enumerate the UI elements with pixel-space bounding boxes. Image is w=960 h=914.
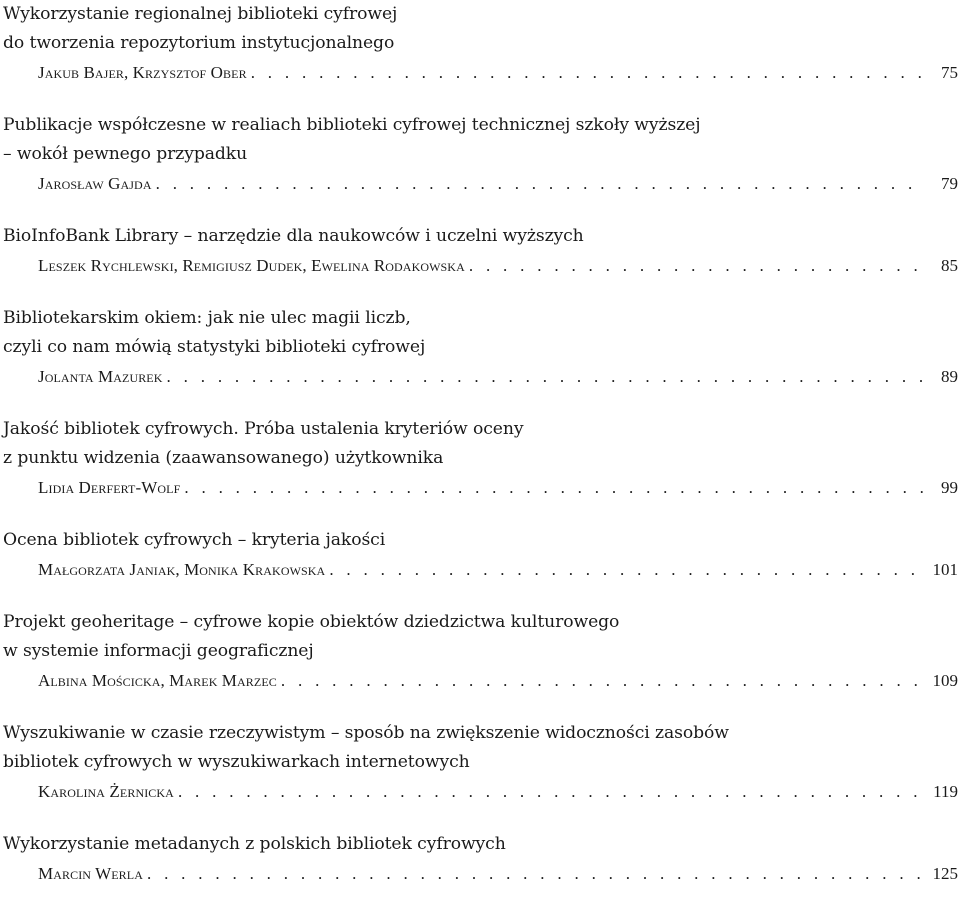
entry-authors: Albina Mościcka, Marek Marzec xyxy=(38,671,277,690)
dot-leader xyxy=(156,169,926,198)
entry-title-line: BioInfoBank Library – narzędzie dla naukowców i uczelni wyższych xyxy=(3,226,584,246)
entry-author-row xyxy=(3,473,958,502)
toc-entry xyxy=(3,830,958,888)
entry-title-line: bibliotek cyfrowych w wyszukiwarkach internetowych xyxy=(3,752,470,772)
entry-title-line: Wyszukiwanie w czasie rzeczywistym – sposób na zwiększenie widoczności zasobów xyxy=(3,723,729,743)
entry-title-line: do tworzenia repozytorium instytucjonalnego xyxy=(3,33,395,53)
toc-entry xyxy=(3,304,958,391)
dot-leader xyxy=(178,777,926,806)
table-of-contents xyxy=(3,0,958,912)
entry-page-number: 109 xyxy=(932,671,958,690)
entry-author-row xyxy=(3,666,958,695)
entry-page-number: 125 xyxy=(932,864,958,883)
entry-title-line: – wokół pewnego przypadku xyxy=(3,144,248,164)
entry-title-line: Ocena bibliotek cyfrowych – kryteria jakości xyxy=(3,530,386,550)
entry-title-line: Jakość bibliotek cyfrowych. Próba ustalenia kryteriów oceny xyxy=(3,419,524,439)
entry-page-number: 99 xyxy=(941,478,958,497)
entry-page-number: 85 xyxy=(941,256,958,275)
entry-author-row xyxy=(3,169,958,198)
entry-title-line: Wykorzystanie metadanych z polskich bibliotek cyfrowych xyxy=(3,834,506,854)
entry-authors: Jarosław Gajda xyxy=(38,174,152,193)
entry-authors: Jolanta Mazurek xyxy=(38,367,163,386)
entry-title-line: czyli co nam mówią statystyki biblioteki cyfrowej xyxy=(3,337,426,357)
entry-authors: Leszek Rychlewski, Remigiusz Dudek, Ewelina Rodakowska xyxy=(38,256,465,275)
entry-title-line: z punktu widzenia (zaawansowanego) użytkownika xyxy=(3,448,444,468)
entry-title-line: Bibliotekarskim okiem: jak nie ulec magii liczb, xyxy=(3,308,411,328)
entry-page-number: 101 xyxy=(932,560,958,579)
entry-title-line: Projekt geoheritage – cyfrowe kopie obiektów dziedzictwa kulturowego xyxy=(3,612,620,632)
entry-page-number: 75 xyxy=(941,63,958,82)
entry-author-row xyxy=(3,777,958,806)
toc-entry xyxy=(3,111,958,198)
dot-leader xyxy=(184,473,926,502)
entry-title-line: w systemie informacji geograficznej xyxy=(3,641,314,661)
entry-author-row xyxy=(3,555,958,584)
dot-leader xyxy=(469,251,926,280)
dot-leader xyxy=(251,58,926,87)
entry-author-row xyxy=(3,859,958,888)
entry-authors: Małgorzata Janiak, Monika Krakowska xyxy=(38,560,326,579)
entry-author-row xyxy=(3,251,958,280)
entry-author-row xyxy=(3,362,958,391)
dot-leader xyxy=(329,555,926,584)
entry-authors: Lidia Derfert-Wolf xyxy=(38,478,181,497)
entry-authors: Marcin Werla xyxy=(38,864,143,883)
entry-page-number: 119 xyxy=(933,782,958,801)
toc-entry xyxy=(3,0,958,87)
entry-author-row xyxy=(3,58,958,87)
toc-entry xyxy=(3,415,958,502)
entry-title-line: Wykorzystanie regionalnej biblioteki cyfrowej xyxy=(3,4,398,24)
entry-authors: Jakub Bajer, Krzysztof Ober xyxy=(38,63,247,82)
entry-page-number: 89 xyxy=(941,367,958,386)
toc-entry xyxy=(3,719,958,806)
dot-leader xyxy=(281,666,926,695)
dot-leader xyxy=(147,859,926,888)
toc-entry xyxy=(3,222,958,280)
entry-title-line: Publikacje współczesne w realiach biblioteki cyfrowej technicznej szkoły wyższej xyxy=(3,115,701,135)
entry-authors: Karolina Żernicka xyxy=(38,782,174,801)
dot-leader xyxy=(167,362,926,391)
entry-page-number: 79 xyxy=(941,174,958,193)
toc-entry xyxy=(3,608,958,695)
toc-entry xyxy=(3,526,958,584)
